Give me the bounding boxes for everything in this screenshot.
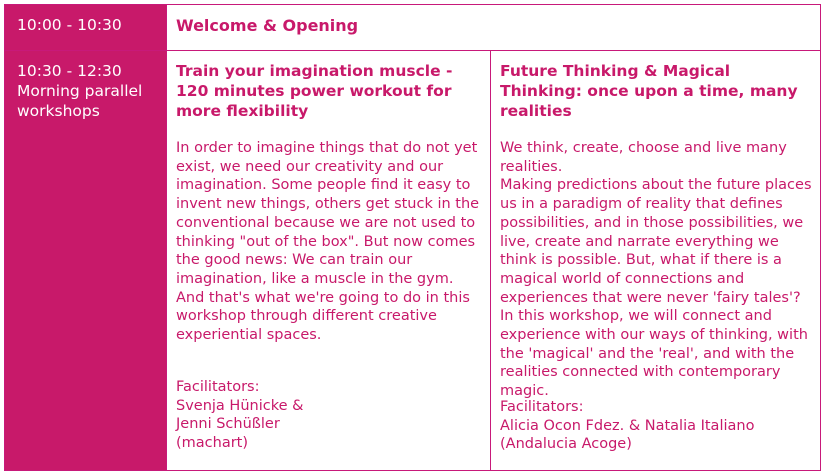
- workshop-title: Train your imagination muscle - 120 minutes power workout for more flexibility: [176, 62, 453, 120]
- session-title: Welcome & Opening: [176, 16, 359, 35]
- time-label: 10:00 - 10:30: [17, 16, 122, 34]
- time-label: 10:30 - 12:30 Morning parallel workshops: [17, 62, 143, 120]
- workshop-description: In order to imagine things that do not yet exist, we need our creativity and our imagination. Some people find it easy to invent new things, others get stuck in the conventional because we are not used to thinking "out of the box". But now comes the good news: We can train our imagination, like a muscle in the gym. And that's what we're going to do in this workshop through different creative experiential spaces.: [176, 140, 480, 344]
- agenda-table: [4, 4, 821, 471]
- workshop-facilitators: Facilitators: Svenja Hünicke & Jenni Schüßler (machart): [176, 379, 304, 452]
- agenda-row-workshops: [5, 51, 821, 471]
- session-cell: [167, 5, 821, 51]
- workshop-description: We think, create, choose and live many realities. Making predictions about the future places us in a paradigm of reality that defines possibilities, and in those possibilities, we live, create and narrate everything we think is possible. But, what if there is a magical world of connections and experiences that were never 'fairy tales'? In this workshop, we will connect and experience with our ways of thinking, with the 'magical' and the 'real', and with the realities connected with contemporary magic.: [500, 140, 812, 400]
- agenda-row-welcome: [5, 5, 821, 51]
- time-cell: [5, 5, 167, 51]
- workshop-facilitators: Facilitators: Alicia Ocon Fdez. & Natalia Italiano (Andalucia Acoge): [500, 399, 755, 453]
- workshop-cell-future-thinking: [491, 51, 821, 471]
- workshop-title: Future Thinking & Magical Thinking: once upon a time, many realities: [500, 62, 798, 120]
- time-cell: [5, 51, 167, 471]
- workshop-cell-imagination: [167, 51, 491, 471]
